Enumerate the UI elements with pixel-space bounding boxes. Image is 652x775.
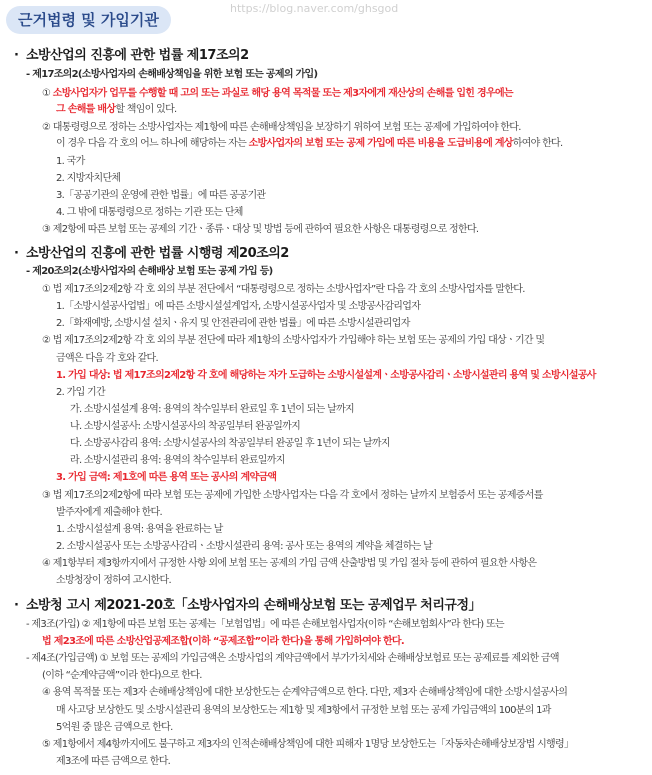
page-title: 근거법령 및 가입기관 — [6, 6, 171, 34]
section-2-heading: · 소방산업의 진흥에 관한 법률 시행령 제20조의2 — [14, 246, 289, 261]
s2-p1-item: 2.「화재예방, 소방시설 설치ㆍ유지 및 안전관리에 관한 법률」에 따른 소방시설관리업자 — [56, 318, 410, 329]
section-3-heading: · 소방청 고시 제2021-20호「소방사업자의 손해배상보험 또는 공제업무 처리규정」 — [14, 598, 482, 613]
s2-p1-item: 1.「소방시설공사업법」에 따른 소방시설설계업자, 소방시설공사업자 및 소방공사감리업자 — [56, 301, 421, 312]
s3-line: (이하 “순계약금액”이라 한다)으로 한다. — [42, 670, 202, 681]
s3-line: 5억원 중 많은 금액으로 한다. — [56, 722, 173, 733]
s3-line: ④ 용역 목적물 또는 제3자 손해배상책임에 대한 보상한도는 순계약금액으로 한다. 다만, 제3자 손해배상책임에 대한 소방시설공사의 — [42, 687, 568, 698]
s2-p2-item-1: 1. 가입 대상: 법 제17조의2제2항 각 호에 해당하는 자가 도급하는 소방시설설계ㆍ소방공사감리ㆍ소방시설관리 용역 및 소방시설공사 — [56, 370, 596, 381]
watermark: https://blog.naver.com/ghsgod — [230, 2, 399, 15]
s1-p1-highlight-2: 그 손해를 배상 — [56, 104, 116, 115]
s2-p2-cont: 금액은 다음 각 호와 같다. — [56, 353, 158, 364]
s3-line: 제3조에 따른 금액으로 한다. — [56, 756, 171, 767]
s1-p2-cont — [56, 134, 563, 149]
section-2-title: 소방산업의 진흥에 관한 법률 시행령 제20조의2 — [26, 246, 289, 261]
s1-p2b-tail: 하여야 한다. — [512, 138, 563, 149]
s2-p2: ② 법 제17조의2제2항 각 호 외의 부분 전단에 따라 제1항의 소방사업자가 가입해야 하는 보험 또는 공제의 가입 대상ㆍ기간 및 — [42, 335, 545, 346]
s2-p2-subitem: 나. 소방시설공사: 소방시설공사의 착공일부터 완공일까지 — [70, 421, 301, 432]
s1-item: 2. 지방자치단체 — [56, 173, 121, 184]
s2-p4: ④ 제1항부터 제3항까지에서 규정한 사항 외에 보험 또는 공제의 가입 금액 산출방법 및 가입 절차 등에 관하여 필요한 사항은 — [42, 558, 537, 569]
s2-p2-subitem: 라. 소방시설관리 용역: 용역의 착수일부터 완료일까지 — [70, 455, 285, 466]
s2-subheading: - 제20조의2(소방사업자의 손해배상 보험 또는 공제 가입 등) — [26, 266, 273, 277]
s2-p2-subitem: 다. 소방공사감리 용역: 소방시설공사의 착공일부터 완공일 후 1년이 되는 날까지 — [70, 438, 390, 449]
s1-item: 3.「공공기관의 운영에 관한 법률」에 따른 공공기관 — [56, 190, 266, 201]
section-1-heading: · 소방산업의 진흥에 관한 법률 제17조의2 — [14, 48, 249, 63]
s1-subheading: - 제17조의2(소방사업자의 손해배상책임을 위한 보험 또는 공제의 가입) — [26, 69, 318, 80]
s1-p1 — [42, 84, 513, 99]
s1-p1-highlight: 소방사업자가 업무를 수행할 때 고의 또는 과실로 해당 용역 목적물 또는 제3자에게 재산상의 손해를 입힌 경우에는 — [52, 88, 513, 99]
section-1-title: 소방산업의 진흥에 관한 법률 제17조의2 — [26, 48, 249, 63]
s1-item: 4. 그 밖에 대통령령으로 정하는 기관 또는 단체 — [56, 207, 243, 218]
s1-p1-tail: 할 책임이 있다. — [115, 104, 177, 115]
s3-line-highlight: 법 제23조에 따른 소방산업공제조합(이하 “공제조합”이라 한다)을 통해 가입하여야 한다. — [42, 636, 404, 647]
s2-p3-cont: 발주자에게 제출해야 한다. — [56, 507, 162, 518]
s1-p3: ③ 제2항에 따른 보험 또는 공제의 기간ㆍ종류ㆍ대상 및 방법 등에 관하여 필요한 사항은 대통령령으로 정한다. — [42, 224, 479, 235]
s2-p4-cont: 소방청장이 정하여 고시한다. — [56, 575, 171, 586]
s2-p3-item: 2. 소방시설공사 또는 소방공사감리ㆍ소방시설관리 용역: 공사 또는 용역의 계약을 체결하는 날 — [56, 541, 433, 552]
s3-line: - 제4조(가입금액) ① 보험 또는 공제의 가입금액은 소방사업의 계약금액에서 부가가치세와 손해배상보험료 또는 공제료를 제외한 금액 — [26, 653, 559, 664]
s2-p3-item: 1. 소방시설설계 용역: 용역을 완료하는 날 — [56, 524, 223, 535]
s2-p2-subitem: 가. 소방시설설계 용역: 용역의 착수일부터 완료일 후 1년이 되는 날까지 — [70, 404, 354, 415]
s1-p1-cont — [56, 100, 177, 115]
s3-line: - 제3조(가입) ② 제1항에 따른 보험 또는 공제는「보험업법」에 따른 손해보험사업자(이하 “손해보험회사”라 한다) 또는 — [26, 619, 504, 630]
s1-item: 1. 국가 — [56, 156, 85, 167]
s3-line: 매 사고당 보상한도 및 소방시설관리 용역의 보상한도는 제1항 및 제3항에서 규정한 보험 또는 공제 가입금액의 100분의 1과 — [56, 705, 551, 716]
s1-p2: ② 대통령령으로 정하는 소방사업자는 제1항에 따른 손해배상책임을 보장하기 위하여 보험 또는 공제에 가입하여야 한다. — [42, 122, 521, 133]
s2-p2-item-2: 2. 가입 기간 — [56, 387, 105, 398]
s1-p2b-highlight: 소방사업자의 보험 또는 공제 가입에 따른 비용을 도급비용에 계상 — [248, 138, 513, 149]
section-3-title: 소방청 고시 제2021-20호「소방사업자의 손해배상보험 또는 공제업무 처리규정」 — [26, 598, 482, 613]
s2-p3: ③ 법 제17조의2제2항에 따라 보험 또는 공제에 가입한 소방사업자는 다음 각 호에서 정하는 날까지 보험증서 또는 공제증서를 — [42, 490, 543, 501]
s1-p1-num: ① — [42, 88, 53, 99]
s3-line: ⑤ 제1항에서 제4항까지에도 불구하고 제3자의 인적손해배상책임에 대한 피해자 1명당 보상한도는「자동차손해배상보장법 시행령」 — [42, 739, 574, 750]
s2-p1: ① 법 제17조의2제2항 각 호 외의 부분 전단에서 “대통령령으로 정하는 소방사업자”란 다음 각 호의 소방사업자를 말한다. — [42, 284, 525, 295]
s1-p2b-pre: 이 경우 다음 각 호의 어느 하나에 해당하는 자는 — [56, 138, 249, 149]
s2-p2-item-3: 3. 가입 금액: 제1호에 따른 용역 또는 공사의 계약금액 — [56, 472, 277, 483]
